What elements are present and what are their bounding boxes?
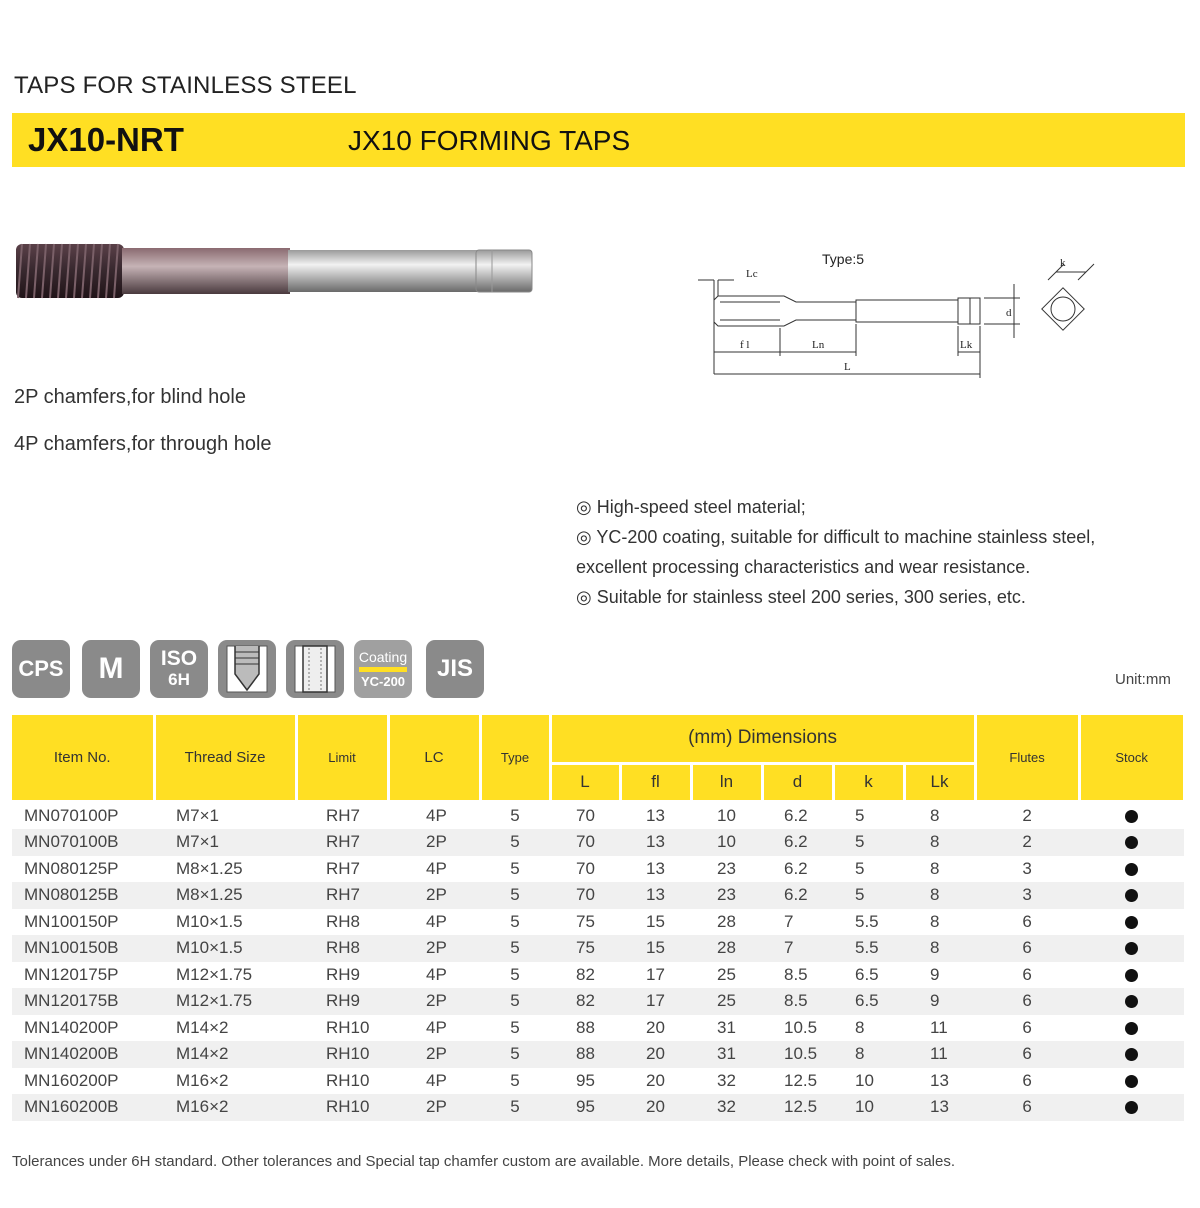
table-row <box>12 1094 1184 1121</box>
blind-hole-icon <box>218 640 276 698</box>
in-stock-dot-icon <box>1125 1101 1138 1114</box>
in-stock-dot-icon <box>1125 836 1138 849</box>
cell-type: 5 <box>480 1041 550 1068</box>
cell-Lk: 13 <box>930 1070 949 1090</box>
cell-ln: 31 <box>691 1041 762 1068</box>
cell-L: 70 <box>550 882 620 909</box>
cell-L: 88 <box>550 1041 620 1068</box>
table-row <box>12 962 1184 989</box>
section-title: TAPS FOR STAINLESS STEEL <box>14 72 357 99</box>
table-row <box>12 988 1184 1015</box>
cell-L: 70 <box>576 805 595 825</box>
cell-lc: 4P <box>426 1070 447 1090</box>
table-row <box>12 882 1184 909</box>
cell-fl: 17 <box>620 988 691 1015</box>
cell-d: 12.5 <box>762 1094 833 1121</box>
spec-table-body <box>12 801 1184 1121</box>
cell-limit: RH8 <box>296 935 388 962</box>
cell-stock <box>1079 801 1184 829</box>
cell-type: 5 <box>480 988 550 1015</box>
chamfer-note-blind: 2P chamfers,for blind hole <box>14 386 246 408</box>
cell-stock <box>1079 829 1184 856</box>
cell-flutes: 6 <box>1022 1017 1032 1037</box>
feature-line: excellent processing characteristics and wear resistance. <box>576 557 1031 577</box>
cell-k: 10 <box>855 1070 874 1090</box>
cell-limit: RH9 <box>296 988 388 1015</box>
cell-stock <box>1079 1094 1184 1121</box>
in-stock-dot-icon <box>1125 1048 1138 1061</box>
cell-k: 5 <box>855 805 865 825</box>
col-header-d: d <box>762 763 833 801</box>
cell-ln: 10 <box>717 805 736 825</box>
cell-fl: 13 <box>620 882 691 909</box>
in-stock-dot-icon <box>1125 969 1138 982</box>
cell-limit: RH9 <box>326 964 361 984</box>
cell-k: 5.5 <box>855 911 879 931</box>
cell-flutes: 6 <box>975 935 1079 962</box>
cell-thread-size: M8×1.25 <box>154 882 296 909</box>
cell-lc: 2P <box>388 1094 480 1121</box>
cell-d: 6.2 <box>784 805 808 825</box>
cell-ln: 28 <box>717 911 736 931</box>
cell-L: 70 <box>576 858 595 878</box>
cell-Lk: 8 <box>930 911 940 931</box>
col-header-Lk: Lk <box>904 763 975 801</box>
cell-thread-size: M8×1.25 <box>176 858 243 878</box>
cell-stock <box>1079 988 1184 1015</box>
cell-ln: 23 <box>691 882 762 909</box>
cell-stock <box>1079 1068 1184 1095</box>
cell-limit: RH10 <box>326 1017 370 1037</box>
cell-flutes: 2 <box>975 829 1079 856</box>
cell-item-no: MN120175B <box>12 988 154 1015</box>
in-stock-dot-icon <box>1125 889 1138 902</box>
col-header-flutes: Flutes <box>975 715 1079 801</box>
cell-fl: 13 <box>646 805 665 825</box>
cell-k: 5 <box>833 882 904 909</box>
cell-d: 10.5 <box>784 1017 818 1037</box>
cell-thread-size: M12×1.75 <box>154 988 296 1015</box>
cell-flutes: 6 <box>1022 1070 1032 1090</box>
cell-k: 8 <box>833 1041 904 1068</box>
cell-type: 5 <box>510 911 520 931</box>
col-header-limit: Limit <box>296 715 388 801</box>
cell-flutes: 6 <box>1022 964 1032 984</box>
cell-k: 10 <box>833 1094 904 1121</box>
cell-item-no: MN120175P <box>24 964 119 984</box>
feature-line: ◎ YC-200 coating, suitable for difficult to machine stainless steel, <box>576 527 1096 547</box>
cell-limit: RH7 <box>296 829 388 856</box>
table-row <box>12 829 1184 856</box>
cell-limit: RH8 <box>326 911 361 931</box>
feature-list <box>576 492 1176 612</box>
cell-thread-size: M10×1.5 <box>176 911 243 931</box>
feature-line: ◎ Suitable for stainless steel 200 series, 300 series, etc. <box>576 587 1026 607</box>
cell-d: 12.5 <box>784 1070 818 1090</box>
cell-limit: RH10 <box>296 1094 388 1121</box>
cell-item-no: MN140200P <box>24 1017 119 1037</box>
cell-Lk: 11 <box>930 1017 948 1037</box>
cell-lc: 2P <box>388 882 480 909</box>
metric-badge-label: M <box>98 652 124 685</box>
cell-k: 8 <box>855 1017 865 1037</box>
drawing-ln-label: Ln <box>812 339 825 351</box>
cell-ln: 25 <box>717 964 736 984</box>
cell-lc: 4P <box>426 911 447 931</box>
cell-Lk: 9 <box>904 988 975 1015</box>
cell-thread-size: M12×1.75 <box>176 964 253 984</box>
cell-type: 5 <box>510 1070 520 1090</box>
cell-L: 82 <box>550 988 620 1015</box>
metric-badge <box>82 640 140 698</box>
cell-flutes: 6 <box>975 1094 1079 1121</box>
iso-badge-top: ISO <box>160 647 198 670</box>
cell-d: 8.5 <box>784 964 808 984</box>
table-row <box>12 801 1184 829</box>
cell-d: 6.2 <box>762 829 833 856</box>
tap-product-image <box>14 238 536 304</box>
cell-L: 95 <box>576 1070 595 1090</box>
cell-d: 7 <box>784 911 794 931</box>
drawing-type-label: Type:5 <box>822 251 865 267</box>
cell-ln: 23 <box>717 858 736 878</box>
cell-lc: 4P <box>426 964 447 984</box>
cell-flutes: 6 <box>975 1041 1079 1068</box>
drawing-fl-label: f l <box>740 339 750 351</box>
table-row <box>12 1068 1184 1095</box>
model-code: JX10-NRT <box>28 121 184 158</box>
cell-limit: RH7 <box>326 805 361 825</box>
cell-lc: 2P <box>388 829 480 856</box>
cell-lc: 2P <box>388 988 480 1015</box>
drawing-l-label: L <box>844 361 851 373</box>
cell-item-no: MN160200P <box>24 1070 119 1090</box>
cell-type: 5 <box>510 964 520 984</box>
cell-ln: 28 <box>691 935 762 962</box>
cell-fl: 20 <box>646 1017 665 1037</box>
coating-badge-bottom: YC-200 <box>360 673 406 689</box>
cell-flutes: 6 <box>975 988 1079 1015</box>
table-row <box>12 1015 1184 1042</box>
in-stock-dot-icon <box>1125 942 1138 955</box>
model-name: JX10 FORMING TAPS <box>348 125 631 156</box>
cell-item-no: MN070100B <box>12 829 154 856</box>
footnote: Tolerances under 6H standard. Other tolerances and Special tap chamfer custom are available. More details, Please check with point of sales. <box>12 1153 956 1170</box>
cell-thread-size: M10×1.5 <box>154 935 296 962</box>
cell-k: 6.5 <box>833 988 904 1015</box>
cell-limit: RH10 <box>296 1041 388 1068</box>
cell-k: 5 <box>833 829 904 856</box>
drawing-lk-label: Lk <box>960 339 973 351</box>
cell-thread-size: M16×2 <box>154 1094 296 1121</box>
cell-stock <box>1079 856 1184 883</box>
cell-stock <box>1079 962 1184 989</box>
in-stock-dot-icon <box>1125 1022 1138 1035</box>
cell-Lk: 8 <box>904 829 975 856</box>
cell-Lk: 8 <box>904 882 975 909</box>
cell-d: 6.2 <box>784 858 808 878</box>
cell-fl: 13 <box>620 829 691 856</box>
cell-Lk: 9 <box>930 964 940 984</box>
cell-flutes: 3 <box>975 882 1079 909</box>
cell-k: 6.5 <box>855 964 879 984</box>
cell-type: 5 <box>480 829 550 856</box>
cps-badge-label: CPS <box>18 656 64 681</box>
col-header-fl: fl <box>620 763 691 801</box>
col-header-dimensions: (mm) Dimensions <box>550 715 975 763</box>
cell-lc: 4P <box>426 1017 447 1037</box>
cell-k: 5 <box>855 858 865 878</box>
cps-badge <box>12 640 70 698</box>
cell-Lk: 8 <box>930 805 940 825</box>
jis-badge-label: JIS <box>436 655 474 682</box>
col-header-lc: LC <box>388 715 480 801</box>
cell-fl: 20 <box>620 1094 691 1121</box>
cell-ln: 25 <box>691 988 762 1015</box>
cell-ln: 32 <box>717 1070 736 1090</box>
cell-fl: 15 <box>646 911 665 931</box>
cell-lc: 2P <box>388 1041 480 1068</box>
cell-fl: 13 <box>646 858 665 878</box>
coating-badge-top: Coating <box>358 648 408 665</box>
coating-stripe <box>359 667 407 672</box>
cell-thread-size: M14×2 <box>154 1041 296 1068</box>
cell-limit: RH7 <box>326 858 361 878</box>
product-banner <box>12 113 1185 167</box>
cell-item-no: MN070100P <box>24 805 119 825</box>
cell-type: 5 <box>480 1094 550 1121</box>
cell-ln: 31 <box>717 1017 736 1037</box>
cell-L: 75 <box>550 935 620 962</box>
cell-type: 5 <box>480 935 550 962</box>
table-row <box>12 935 1184 962</box>
cell-item-no: MN080125P <box>24 858 119 878</box>
cell-d: 7 <box>762 935 833 962</box>
col-header-item-no: Item No. <box>12 715 154 801</box>
cell-limit: RH7 <box>296 882 388 909</box>
cell-d: 10.5 <box>762 1041 833 1068</box>
iso-badge-bottom: 6H <box>168 670 190 689</box>
cell-type: 5 <box>510 805 520 825</box>
cell-type: 5 <box>510 1017 520 1037</box>
cell-type: 5 <box>480 882 550 909</box>
col-header-ln: ln <box>691 763 762 801</box>
cell-thread-size: M16×2 <box>176 1070 229 1090</box>
cell-L: 88 <box>576 1017 595 1037</box>
cell-Lk: 11 <box>904 1041 975 1068</box>
cell-L: 95 <box>550 1094 620 1121</box>
cell-flutes: 3 <box>1022 858 1032 878</box>
cell-lc: 2P <box>388 935 480 962</box>
iso-6h-badge <box>150 640 208 698</box>
col-header-k: k <box>833 763 904 801</box>
cell-stock <box>1079 909 1184 936</box>
col-header-stock: Stock <box>1079 715 1184 801</box>
cell-ln: 10 <box>691 829 762 856</box>
chamfer-note-through: 4P chamfers,for through hole <box>14 433 272 455</box>
cell-stock <box>1079 1015 1184 1042</box>
cell-limit: RH10 <box>326 1070 370 1090</box>
col-header-type: Type <box>480 715 550 801</box>
cell-flutes: 2 <box>1022 805 1032 825</box>
cell-stock <box>1079 1041 1184 1068</box>
in-stock-dot-icon <box>1125 1075 1138 1088</box>
cell-item-no: MN100150P <box>24 911 119 931</box>
drawing-lc-label: Lc <box>746 268 758 280</box>
cell-d: 8.5 <box>762 988 833 1015</box>
cell-fl: 17 <box>646 964 665 984</box>
jis-badge <box>426 640 484 698</box>
cell-Lk: 8 <box>904 935 975 962</box>
technical-drawing <box>692 244 1112 384</box>
cell-fl: 20 <box>646 1070 665 1090</box>
feature-line: ◎ High-speed steel material; <box>576 497 806 517</box>
drawing-k-label: k <box>1060 257 1066 269</box>
cell-item-no: MN080125B <box>12 882 154 909</box>
cell-item-no: MN140200B <box>12 1041 154 1068</box>
table-row <box>12 856 1184 883</box>
cell-fl: 20 <box>620 1041 691 1068</box>
in-stock-dot-icon <box>1125 916 1138 929</box>
cell-k: 5.5 <box>833 935 904 962</box>
cell-thread-size: M14×2 <box>176 1017 229 1037</box>
unit-label: Unit:mm <box>1115 671 1171 688</box>
cell-lc: 4P <box>426 805 447 825</box>
col-header-L: L <box>550 763 620 801</box>
cell-type: 5 <box>510 858 520 878</box>
coating-badge <box>354 640 412 698</box>
through-hole-icon <box>286 640 344 698</box>
cell-L: 75 <box>576 911 595 931</box>
cell-L: 82 <box>576 964 595 984</box>
drawing-d-label: d <box>1006 307 1012 319</box>
table-row <box>12 909 1184 936</box>
in-stock-dot-icon <box>1125 810 1138 823</box>
cell-item-no: MN160200B <box>12 1094 154 1121</box>
in-stock-dot-icon <box>1125 863 1138 876</box>
cell-flutes: 6 <box>1022 911 1032 931</box>
cell-thread-size: M7×1 <box>176 805 219 825</box>
cell-lc: 4P <box>426 858 447 878</box>
in-stock-dot-icon <box>1125 995 1138 1008</box>
spec-table <box>12 715 1186 1121</box>
cell-item-no: MN100150B <box>12 935 154 962</box>
cell-Lk: 13 <box>904 1094 975 1121</box>
cell-stock <box>1079 882 1184 909</box>
cell-thread-size: M7×1 <box>154 829 296 856</box>
cell-fl: 15 <box>620 935 691 962</box>
col-header-thread-size: Thread Size <box>154 715 296 801</box>
table-row <box>12 1041 1184 1068</box>
cell-stock <box>1079 935 1184 962</box>
cell-L: 70 <box>550 829 620 856</box>
cell-d: 6.2 <box>762 882 833 909</box>
cell-Lk: 8 <box>930 858 940 878</box>
cell-ln: 32 <box>691 1094 762 1121</box>
